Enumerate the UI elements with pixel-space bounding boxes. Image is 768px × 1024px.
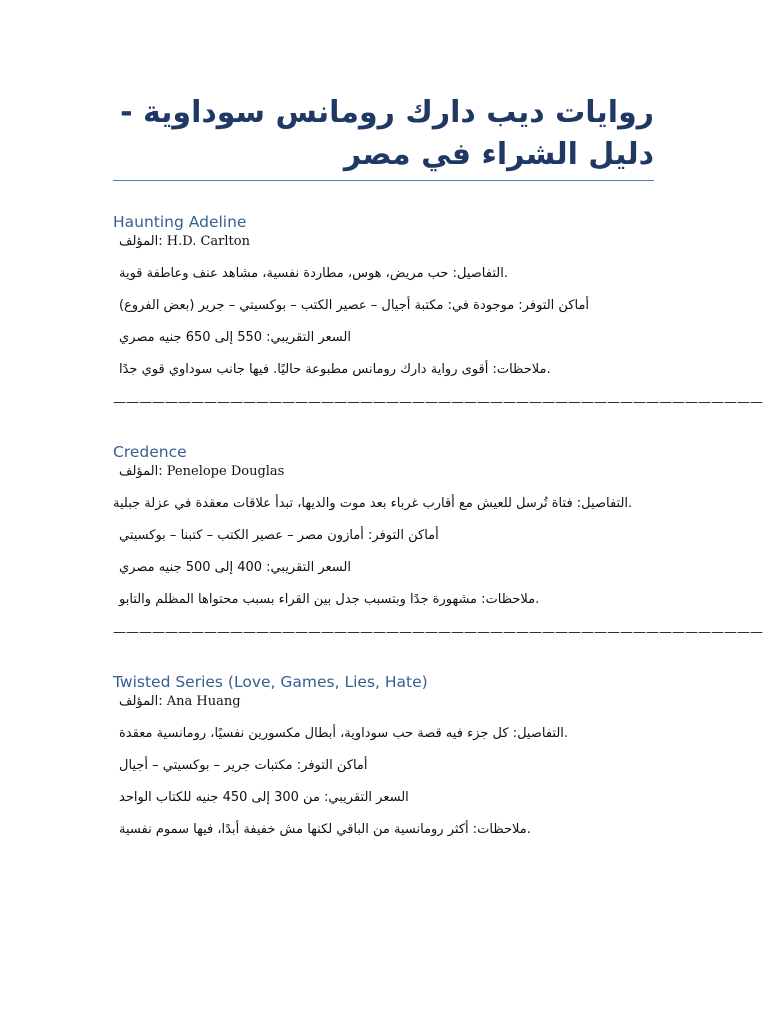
section-separator: ——————————————————————————————————————————————————: [113, 395, 763, 410]
author-name: Ana Huang: [166, 694, 241, 709]
details-line: التفاصيل: حب مريض، هوس، مطاردة نفسية، مشاهد عنف وعاطفة قوية.: [119, 266, 508, 281]
price-line: السعر التقريبي: من 300 إلى 450 جنيه للكتاب الواحد: [119, 790, 409, 805]
author-label: المؤلف:: [119, 694, 163, 709]
author-label: المؤلف:: [119, 234, 163, 249]
details-line: التفاصيل: فتاة تُرسل للعيش مع أقارب غرباء بعد موت والديها، تبدأ علاقات معقدة في عزلة جبلية.: [113, 496, 633, 511]
book-title: Credence: [113, 443, 187, 461]
notes-line: ملاحظات: أقوى رواية دارك رومانس مطبوعة حاليًا. فيها جانب سوداوي قوي جدًا.: [119, 362, 551, 377]
document-page: [113, 92, 763, 853]
book-entry: [113, 671, 654, 839]
price-line: السعر التقريبي: 550 إلى 650 جنيه مصري: [119, 330, 351, 345]
book-title: Haunting Adeline: [113, 213, 247, 231]
document-title: روايات ديب دارك رومانس سوداوية - دليل الشراء في مصر: [113, 92, 654, 181]
availability-line: أماكن التوفر: موجودة في: مكتبة أجيال – عصير الكتب – بوكسيتي – جرير (بعض الفروع): [119, 298, 590, 313]
author-label: المؤلف:: [119, 464, 163, 479]
notes-line: ملاحظات: أكثر رومانسية من الباقي لكنها مش خفيفة أبدًا، فيها سموم نفسية.: [119, 822, 531, 837]
author-line: [119, 463, 654, 481]
section-separator: ——————————————————————————————————————————————————: [113, 625, 763, 640]
book-title: Twisted Series (Love, Games, Lies, Hate): [113, 673, 428, 691]
book-entry: [113, 441, 763, 643]
details-line: التفاصيل: كل جزء فيه قصة حب سوداوية، أبطال مكسورين نفسيًا، رومانسية معقدة.: [119, 726, 569, 741]
author-name: Penelope Douglas: [166, 464, 285, 479]
availability-line: أماكن التوفر: مكتبات جرير – بوكسيتي – أجيال: [119, 758, 368, 773]
author-line: [119, 233, 654, 251]
notes-line: ملاحظات: مشهورة جدًا وبتسبب جدل بين القراء بسبب محتواها المظلم والتابو.: [119, 592, 540, 607]
price-line: السعر التقريبي: 400 إلى 500 جنيه مصري: [119, 560, 351, 575]
author-line: [119, 693, 654, 711]
availability-line: أماكن التوفر: أمازون مصر – عصير الكتب – كتبنا – بوكسيتي: [119, 528, 439, 543]
book-entry: [113, 211, 763, 413]
author-name: H.D. Carlton: [166, 234, 250, 249]
